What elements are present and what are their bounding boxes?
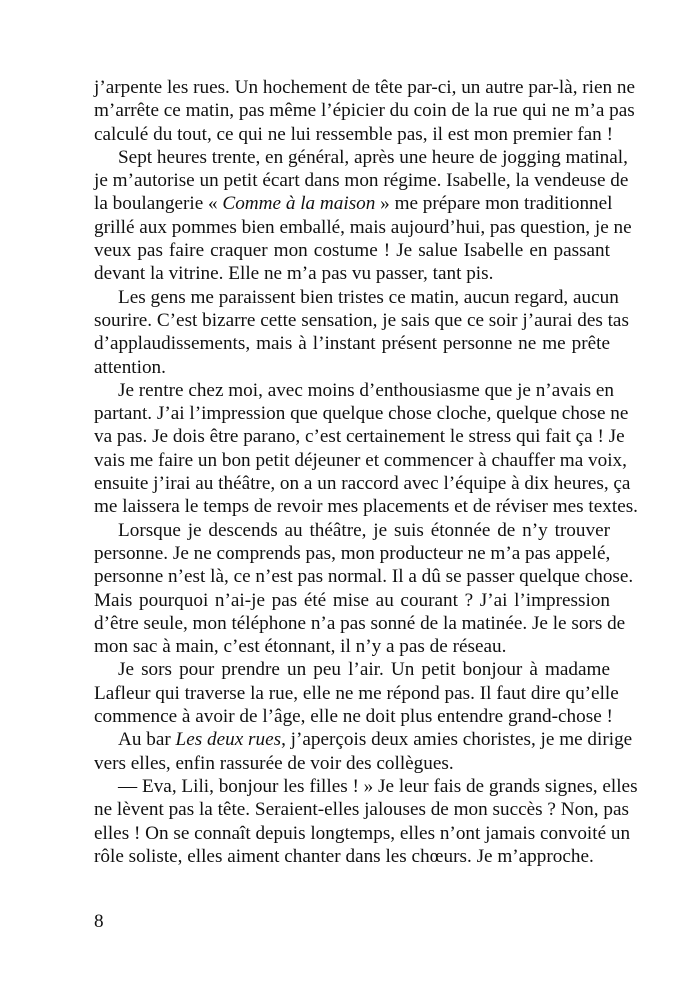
paragraph xyxy=(94,286,629,379)
text-line: devant la vitrine. Elle ne m’a pas vu passer, tant pis. xyxy=(94,263,494,285)
text-line: — Eva, Lili, bonjour les filles ! » Je leur fais de grands signes, elles xyxy=(118,775,638,797)
paragraph xyxy=(94,146,632,286)
text-line: Mais pourquoi n’ai-je pas été mise au courant ? J’ai l’impression xyxy=(94,589,610,611)
text-line: Je rentre chez moi, avec moins d’enthousiasme que je n’avais en xyxy=(118,379,615,401)
text-line: m’arrête ce matin, pas même l’épicier du coin de la rue qui ne m’a pas xyxy=(94,100,635,122)
paragraph xyxy=(94,379,638,519)
text-line: elles ! On se connaît depuis longtemps, elles n’ont jamais convoité un xyxy=(94,822,631,844)
text-line: grillé aux pommes bien emballé, mais aujourd’hui, pas question, je ne xyxy=(94,216,632,238)
text-line: ne lèvent pas la tête. Seraient-elles jalouses de mon succès ? Non, pas xyxy=(94,799,629,821)
paragraph xyxy=(94,76,636,146)
paragraph xyxy=(94,728,633,775)
text-segment: Au bar xyxy=(118,729,176,751)
text-line: va pas. Je dois être parano, c’est certainement le stress qui fait ça ! Je xyxy=(94,426,625,448)
text-line: mon sac à main, c’est étonnant, il n’y a pas de réseau. xyxy=(94,636,507,658)
text-line: vers elles, enfin rassurée de voir des collègues. xyxy=(94,752,454,774)
text-line: personne. Je ne comprends pas, mon producteur ne m’a pas appelé, xyxy=(94,542,611,564)
text-line: calculé du tout, ce qui ne lui ressemble pas, il est mon premier fan ! xyxy=(94,123,613,145)
text-line: d’applaudissements, mais à l’instant présent personne ne me prête xyxy=(94,333,610,355)
text-line: je m’autorise un petit écart dans mon régime. Isabelle, la vendeuse de xyxy=(94,170,629,192)
text-line: sourire. C’est bizarre cette sensation, je sais que ce soir j’aurai des tas xyxy=(94,309,629,331)
text-segment: , j’aperçois deux amies choristes, je me dirige xyxy=(281,729,633,751)
text-line: ensuite j’irai au théâtre, on a un raccord avec l’équipe à dix heures, ça xyxy=(94,473,631,495)
text-line xyxy=(94,728,633,751)
paragraph xyxy=(94,775,638,868)
text-line: personne n’est là, ce n’est pas normal. Il a dû se passer quelque chose. xyxy=(94,566,634,588)
text-line: veux pas faire craquer mon costume ! Je salue Isabelle en passant xyxy=(94,240,610,262)
paragraph xyxy=(94,658,619,728)
text-line: partant. J’ai l’impression que quelque chose cloche, quelque chose ne xyxy=(94,403,629,425)
text-line: Lafleur qui traverse la rue, elle ne me répond pas. Il faut dire qu’elle xyxy=(94,682,619,704)
text-line: commence à avoir de l’âge, elle ne doit plus entendre grand-chose ! xyxy=(94,706,613,728)
text-line: attention. xyxy=(94,356,166,378)
paragraph xyxy=(94,519,634,659)
text-line: Lorsque je descends au théâtre, je suis étonnée de n’y trouver xyxy=(118,519,610,541)
page-number: 8 xyxy=(94,911,104,932)
text-line: Les gens me paraissent bien tristes ce matin, aucun regard, aucun xyxy=(118,286,619,308)
text-line xyxy=(94,192,613,215)
text-segment: la boulangerie « xyxy=(94,193,223,215)
page-body-text xyxy=(94,76,638,868)
text-line: Je sors pour prendre un peu l’air. Un petit bonjour à madame xyxy=(118,659,610,681)
text-line: Sept heures trente, en général, après une heure de jogging matinal, xyxy=(118,146,628,168)
text-line: d’être seule, mon téléphone n’a pas sonné de la matinée. Je le sors de xyxy=(94,612,626,634)
italic-title: Les deux rues xyxy=(175,729,282,751)
italic-title: Comme à la maison xyxy=(222,193,376,215)
text-line: vais me faire un bon petit déjeuner et commencer à chauffer ma voix, xyxy=(94,449,627,471)
text-line: rôle soliste, elles aiment chanter dans les chœurs. Je m’approche. xyxy=(94,845,594,867)
text-segment: » me prépare mon traditionnel xyxy=(375,193,613,215)
text-line: j’arpente les rues. Un hochement de tête par-ci, un autre par-là, rien ne xyxy=(94,77,636,98)
text-line: me laissera le temps de revoir mes placements et de réviser mes textes. xyxy=(94,496,638,518)
